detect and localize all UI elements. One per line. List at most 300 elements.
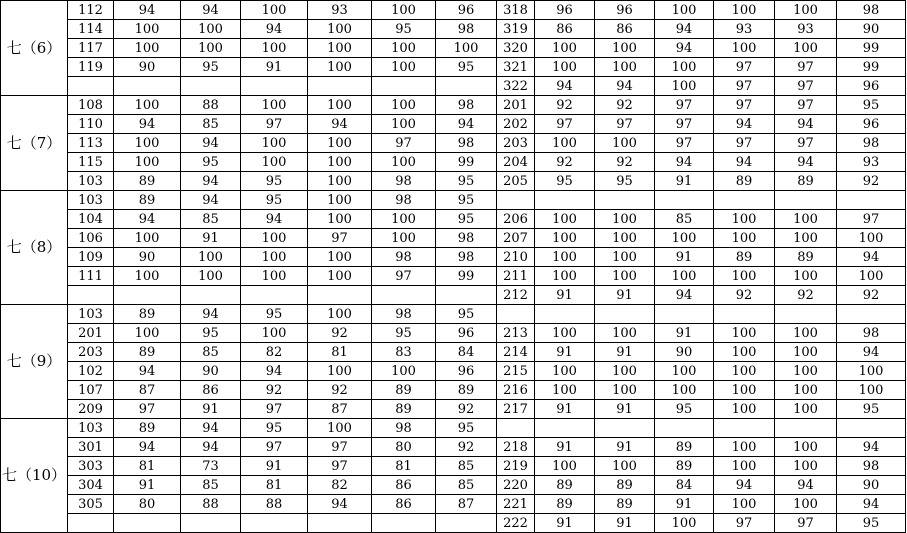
right-seat-number: 217 [497,400,535,419]
left-score-cell: 81 [372,457,436,476]
right-score-cell: 90 [837,476,906,495]
left-score-cell: 98 [436,20,497,39]
right-score-cell: 100 [775,400,837,419]
left-score-cell: 87 [114,381,181,400]
left-score-cell: 73 [181,457,241,476]
right-score-cell: 92 [535,153,595,172]
right-seat-number: 203 [497,134,535,153]
left-score-cell: 100 [308,153,372,172]
right-seat-number: 319 [497,20,535,39]
right-score-cell: 100 [655,267,714,286]
right-score-cell: 89 [655,438,714,457]
right-score-cell: 100 [535,58,595,77]
left-score-cell: 100 [241,248,308,267]
right-seat-number: 222 [497,514,535,533]
right-score-cell: 100 [714,267,775,286]
right-score-cell: 91 [595,400,655,419]
left-score-cell: 97 [114,400,181,419]
table-row [1,476,906,495]
right-score-cell: 97 [714,514,775,533]
left-score-cell: 94 [181,172,241,191]
left-score-cell [241,286,308,305]
left-score-cell: 89 [114,191,181,210]
right-seat-number [497,419,535,438]
left-score-cell: 95 [436,305,497,324]
table-row [1,438,906,457]
right-score-cell [775,191,837,210]
left-seat-number: 104 [68,210,114,229]
left-seat-number: 110 [68,115,114,134]
left-score-cell: 100 [308,305,372,324]
right-seat-number: 218 [497,438,535,457]
right-score-cell: 94 [714,476,775,495]
left-score-cell: 95 [241,419,308,438]
right-score-cell: 100 [535,362,595,381]
right-score-cell: 94 [595,77,655,96]
left-score-cell: 100 [114,20,181,39]
right-score-cell: 90 [655,343,714,362]
right-score-cell [595,191,655,210]
left-score-cell: 94 [308,495,372,514]
left-score-cell: 94 [241,362,308,381]
left-score-cell: 100 [308,20,372,39]
table-row [1,248,906,267]
class-label: 七（9） [1,305,68,419]
left-score-cell: 87 [308,400,372,419]
left-score-cell [114,514,181,533]
right-score-cell [714,191,775,210]
left-score-cell: 98 [436,96,497,115]
left-seat-number: 102 [68,362,114,381]
left-score-cell: 100 [308,210,372,229]
left-score-cell: 90 [114,58,181,77]
left-score-cell: 100 [241,134,308,153]
right-score-cell: 91 [655,172,714,191]
left-score-cell: 95 [241,172,308,191]
right-score-cell [655,305,714,324]
left-score-cell: 100 [181,39,241,58]
left-score-cell: 94 [241,20,308,39]
left-score-cell: 97 [241,400,308,419]
table-row [1,153,906,172]
right-seat-number [497,305,535,324]
left-score-cell: 92 [241,381,308,400]
right-score-cell: 93 [714,20,775,39]
left-score-cell: 80 [114,495,181,514]
left-score-cell [436,77,497,96]
left-score-cell: 95 [181,324,241,343]
left-score-cell: 81 [114,457,181,476]
left-score-cell: 100 [372,39,436,58]
right-score-cell: 100 [595,324,655,343]
table-row [1,20,906,39]
right-seat-number: 216 [497,381,535,400]
left-score-cell: 86 [372,495,436,514]
right-score-cell: 95 [655,400,714,419]
left-score-cell: 81 [241,476,308,495]
left-score-cell [114,77,181,96]
right-score-cell: 91 [595,438,655,457]
right-score-cell: 91 [535,343,595,362]
right-score-cell: 100 [714,438,775,457]
left-score-cell: 100 [308,58,372,77]
right-score-cell [714,419,775,438]
left-score-cell: 100 [308,248,372,267]
left-score-cell: 100 [114,134,181,153]
right-score-cell: 97 [655,115,714,134]
right-score-cell: 94 [655,20,714,39]
right-score-cell: 89 [535,476,595,495]
left-score-cell: 100 [181,248,241,267]
left-score-cell: 91 [181,229,241,248]
left-score-cell: 94 [114,115,181,134]
left-score-cell [181,514,241,533]
left-score-cell: 98 [372,248,436,267]
left-score-cell: 100 [372,115,436,134]
right-score-cell: 100 [775,457,837,476]
right-score-cell: 94 [837,248,906,267]
left-score-cell [308,286,372,305]
left-score-cell: 97 [241,438,308,457]
left-score-cell: 94 [181,419,241,438]
left-seat-number: 303 [68,457,114,476]
left-score-cell: 100 [372,1,436,20]
right-score-cell: 100 [714,362,775,381]
right-score-cell: 100 [535,457,595,476]
right-score-cell: 92 [837,286,906,305]
right-score-cell: 100 [655,381,714,400]
left-score-cell: 98 [372,419,436,438]
left-score-cell: 84 [436,343,497,362]
left-score-cell: 100 [114,39,181,58]
left-score-cell: 88 [181,96,241,115]
left-score-cell: 100 [241,229,308,248]
right-score-cell: 100 [595,134,655,153]
left-score-cell [114,286,181,305]
left-score-cell: 100 [114,267,181,286]
right-score-cell: 98 [837,457,906,476]
left-score-cell: 95 [436,58,497,77]
right-seat-number: 213 [497,324,535,343]
table-row [1,172,906,191]
left-score-cell: 100 [181,267,241,286]
left-score-cell: 94 [436,115,497,134]
right-score-cell: 100 [535,229,595,248]
right-score-cell: 96 [595,1,655,20]
left-score-cell: 100 [114,229,181,248]
left-score-cell: 95 [436,210,497,229]
right-score-cell: 97 [775,58,837,77]
right-score-cell: 96 [837,115,906,134]
left-score-cell: 100 [181,20,241,39]
right-score-cell: 91 [535,514,595,533]
left-score-cell: 100 [241,324,308,343]
left-seat-number: 209 [68,400,114,419]
right-score-cell: 92 [714,286,775,305]
left-score-cell: 100 [308,172,372,191]
left-seat-number: 111 [68,267,114,286]
right-score-cell: 100 [595,248,655,267]
right-score-cell: 94 [775,153,837,172]
right-score-cell: 100 [714,1,775,20]
left-score-cell: 94 [181,134,241,153]
right-score-cell [655,419,714,438]
left-score-cell: 91 [241,58,308,77]
left-score-cell: 100 [372,362,436,381]
right-score-cell: 100 [714,210,775,229]
right-score-cell: 97 [775,77,837,96]
right-score-cell: 95 [535,172,595,191]
right-score-cell: 97 [714,134,775,153]
right-score-cell: 97 [775,134,837,153]
table-row [1,115,906,134]
right-score-cell: 92 [837,172,906,191]
right-score-cell: 100 [775,267,837,286]
left-seat-number: 106 [68,229,114,248]
right-score-cell: 91 [655,495,714,514]
right-score-cell: 98 [837,134,906,153]
left-score-cell: 100 [372,58,436,77]
table-row [1,286,906,305]
left-score-cell: 91 [181,400,241,419]
right-score-cell: 97 [714,58,775,77]
right-score-cell: 100 [775,39,837,58]
right-seat-number: 204 [497,153,535,172]
left-score-cell: 82 [241,343,308,362]
right-score-cell: 91 [595,286,655,305]
left-score-cell [241,77,308,96]
left-score-cell [181,77,241,96]
left-score-cell: 85 [181,115,241,134]
right-score-cell [714,305,775,324]
right-score-cell: 89 [714,248,775,267]
left-score-cell: 94 [114,362,181,381]
left-score-cell: 83 [372,343,436,362]
left-score-cell: 98 [436,134,497,153]
left-score-cell [372,77,436,96]
table-row [1,457,906,476]
right-score-cell: 98 [837,324,906,343]
right-score-cell: 100 [714,229,775,248]
left-score-cell: 85 [436,476,497,495]
right-score-cell: 89 [655,457,714,476]
left-seat-number: 305 [68,495,114,514]
right-score-cell: 97 [655,134,714,153]
left-seat-number: 103 [68,419,114,438]
right-score-cell: 94 [655,286,714,305]
left-score-cell: 86 [372,476,436,495]
table-row [1,134,906,153]
right-score-cell [837,191,906,210]
left-score-cell: 82 [308,476,372,495]
right-seat-number: 221 [497,495,535,514]
right-seat-number: 318 [497,1,535,20]
right-score-cell: 91 [535,400,595,419]
left-score-cell: 100 [372,96,436,115]
left-seat-number: 304 [68,476,114,495]
right-score-cell: 100 [535,210,595,229]
right-score-cell: 97 [595,115,655,134]
right-score-cell: 89 [595,495,655,514]
left-seat-number: 115 [68,153,114,172]
left-score-cell: 95 [372,324,436,343]
right-score-cell: 99 [837,39,906,58]
right-score-cell: 97 [714,96,775,115]
table-row [1,77,906,96]
left-score-cell: 100 [241,39,308,58]
left-seat-number: 109 [68,248,114,267]
left-score-cell: 96 [436,324,497,343]
left-score-cell: 100 [241,96,308,115]
left-seat-number: 112 [68,1,114,20]
table-row [1,58,906,77]
right-seat-number: 202 [497,115,535,134]
left-score-cell [372,286,436,305]
right-score-cell [775,419,837,438]
right-seat-number: 321 [497,58,535,77]
left-score-cell: 94 [308,115,372,134]
left-score-cell: 85 [436,457,497,476]
left-score-cell: 81 [308,343,372,362]
right-score-cell [595,305,655,324]
left-score-cell: 100 [436,39,497,58]
left-score-cell: 95 [436,191,497,210]
right-score-cell [535,305,595,324]
left-score-cell: 94 [114,438,181,457]
left-score-cell: 90 [114,248,181,267]
right-seat-number: 211 [497,267,535,286]
right-score-cell: 100 [595,381,655,400]
right-score-cell: 100 [655,514,714,533]
right-score-cell: 98 [837,1,906,20]
right-seat-number: 219 [497,457,535,476]
right-score-cell: 100 [714,381,775,400]
left-score-cell: 100 [372,229,436,248]
left-score-cell: 94 [181,305,241,324]
right-score-cell: 100 [714,39,775,58]
right-score-cell: 93 [837,153,906,172]
left-score-cell: 91 [241,457,308,476]
left-score-cell: 92 [308,381,372,400]
left-score-cell: 95 [241,305,308,324]
left-seat-number: 108 [68,96,114,115]
right-score-cell: 100 [595,457,655,476]
right-seat-number: 210 [497,248,535,267]
right-seat-number: 322 [497,77,535,96]
table-row [1,343,906,362]
right-score-cell: 100 [714,457,775,476]
left-score-cell: 94 [181,1,241,20]
right-score-cell: 100 [775,343,837,362]
left-score-cell: 85 [181,343,241,362]
left-score-cell: 94 [114,1,181,20]
left-score-cell: 100 [308,39,372,58]
right-seat-number: 201 [497,96,535,115]
right-score-cell: 100 [775,229,837,248]
left-score-cell: 93 [308,1,372,20]
right-score-cell: 92 [595,153,655,172]
left-score-cell [308,514,372,533]
left-score-cell: 88 [241,495,308,514]
left-score-cell: 97 [372,267,436,286]
right-score-cell: 97 [775,514,837,533]
score-table-body [1,1,906,533]
left-score-cell: 97 [372,134,436,153]
table-row [1,96,906,115]
right-score-cell: 91 [655,248,714,267]
right-score-cell: 91 [595,514,655,533]
left-score-cell: 100 [372,153,436,172]
left-score-cell: 98 [372,191,436,210]
left-score-cell: 97 [308,229,372,248]
left-score-cell: 98 [372,172,436,191]
right-score-cell: 89 [714,172,775,191]
right-score-cell: 94 [837,343,906,362]
right-seat-number: 205 [497,172,535,191]
right-score-cell: 100 [714,495,775,514]
right-score-cell: 95 [837,400,906,419]
right-score-cell [535,191,595,210]
right-score-cell: 91 [535,286,595,305]
left-score-cell [181,286,241,305]
right-score-cell: 86 [535,20,595,39]
right-score-cell: 91 [655,324,714,343]
right-score-cell: 99 [837,58,906,77]
left-score-cell: 100 [241,267,308,286]
right-score-cell: 100 [775,324,837,343]
left-score-cell: 89 [436,381,497,400]
right-score-cell: 89 [595,476,655,495]
left-score-cell: 98 [436,248,497,267]
right-score-cell [837,305,906,324]
right-score-cell: 100 [655,1,714,20]
left-score-cell: 95 [241,191,308,210]
right-score-cell: 100 [775,1,837,20]
right-score-cell: 100 [775,381,837,400]
left-score-cell: 99 [436,267,497,286]
left-score-cell: 89 [372,381,436,400]
right-score-cell: 92 [595,96,655,115]
class-label: 七（7） [1,96,68,191]
right-score-cell: 100 [655,229,714,248]
left-score-cell: 98 [436,229,497,248]
left-score-cell [436,286,497,305]
right-score-cell: 92 [535,96,595,115]
right-score-cell: 92 [775,286,837,305]
left-score-cell: 89 [114,305,181,324]
left-score-cell: 85 [181,210,241,229]
right-score-cell: 97 [775,96,837,115]
right-score-cell: 94 [775,476,837,495]
left-score-cell: 89 [114,343,181,362]
right-score-cell: 94 [655,39,714,58]
right-score-cell: 100 [595,58,655,77]
table-row [1,305,906,324]
right-score-cell: 100 [775,362,837,381]
table-row [1,514,906,533]
left-score-cell [308,77,372,96]
left-score-cell: 97 [308,438,372,457]
right-score-cell: 91 [595,343,655,362]
left-score-cell: 94 [181,438,241,457]
left-score-cell: 92 [436,438,497,457]
left-score-cell: 95 [181,58,241,77]
right-score-cell: 94 [837,438,906,457]
left-score-cell: 97 [241,115,308,134]
right-score-cell: 89 [775,248,837,267]
left-score-cell [436,514,497,533]
right-score-cell: 100 [775,495,837,514]
